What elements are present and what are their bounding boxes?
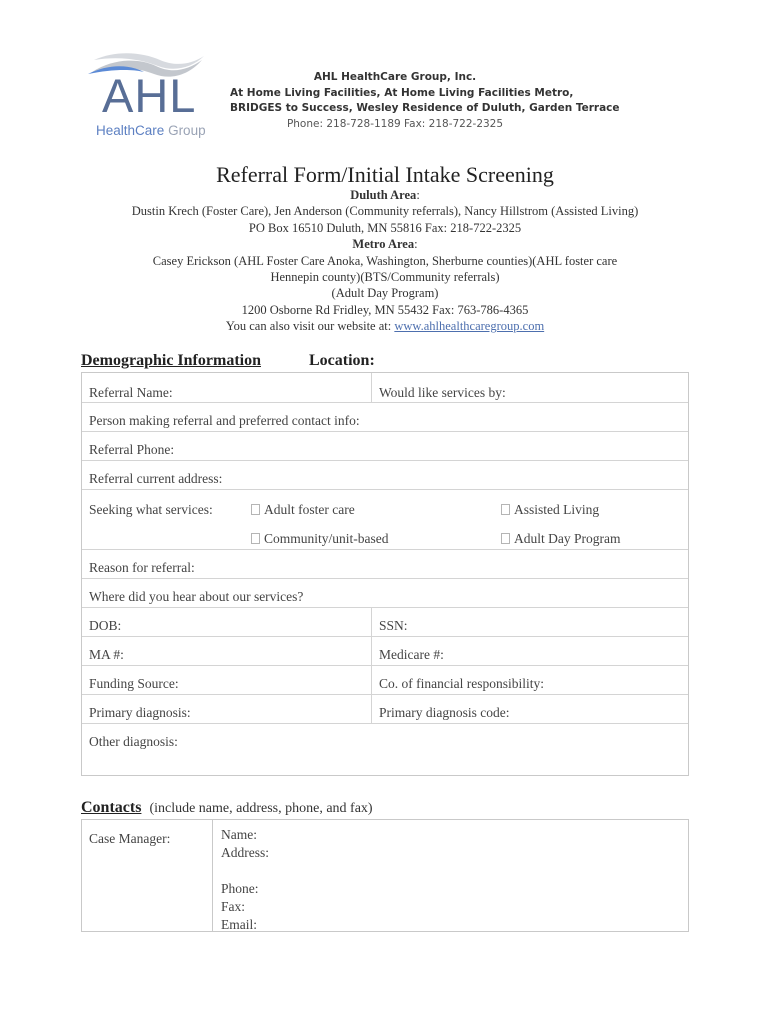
demographic-heading: Demographic Information bbox=[81, 352, 261, 369]
column-divider bbox=[371, 608, 372, 636]
metro-contacts-1: Casey Erickson (AHL Foster Care Anoka, Washington, Sherburne counties)(AHL foster care bbox=[152, 253, 618, 268]
company-facilities-2: BRIDGES to Success, Wesley Residence of Duluth, Garden Terrace bbox=[230, 102, 620, 114]
metro-heading bbox=[60, 236, 710, 252]
row-phone bbox=[82, 432, 688, 461]
logo-healthcare: HealthCare bbox=[96, 123, 165, 138]
checkbox-adult-foster-care[interactable] bbox=[251, 502, 355, 518]
column-divider bbox=[371, 637, 372, 665]
company-header bbox=[230, 70, 620, 132]
contacts-table bbox=[81, 819, 689, 932]
column-divider bbox=[371, 373, 372, 402]
contact-fax-field[interactable]: Fax: bbox=[221, 899, 246, 914]
referral-name-label[interactable]: Referral Name: bbox=[89, 385, 173, 400]
contact-address-field[interactable]: Address: bbox=[221, 845, 269, 860]
referral-phone-label[interactable]: Referral Phone: bbox=[89, 442, 175, 457]
logo-subtitle bbox=[96, 123, 206, 138]
area-contacts bbox=[60, 187, 710, 335]
checkbox-label: Assisted Living bbox=[514, 502, 600, 517]
website-line bbox=[60, 318, 710, 334]
duluth-address: PO Box 16510 Duluth, MN 55816 Fax: 218-722-2325 bbox=[248, 220, 522, 235]
seeking-services-label: Seeking what services: bbox=[89, 502, 213, 517]
checkbox-label: Adult Day Program bbox=[514, 531, 621, 546]
ma-label[interactable]: MA #: bbox=[89, 647, 124, 662]
row-funding bbox=[82, 666, 688, 695]
metro-contacts-3: (Adult Day Program) bbox=[331, 286, 439, 301]
contacts-note: (include name, address, phone, and fax) bbox=[149, 801, 373, 816]
company-name: AHL HealthCare Group, Inc. bbox=[313, 71, 477, 83]
row-person-making bbox=[82, 403, 688, 432]
column-divider bbox=[212, 820, 213, 931]
referral-address-label[interactable]: Referral current address: bbox=[89, 471, 223, 486]
company-phone: Phone: 218-728-1189 Fax: 218-722-2325 bbox=[286, 117, 504, 130]
company-logo bbox=[84, 48, 214, 148]
row-hear bbox=[82, 579, 688, 608]
checkbox-icon bbox=[501, 504, 510, 515]
column-divider bbox=[371, 666, 372, 694]
funding-label[interactable]: Funding Source: bbox=[89, 676, 179, 691]
contacts-heading: Contacts bbox=[81, 799, 142, 816]
metro-contacts-2: Hennepin county)(BTS/Community referrals) bbox=[270, 270, 500, 285]
checkbox-assisted-living[interactable] bbox=[501, 502, 599, 518]
form-title: Referral Form/Initial Intake Screening bbox=[216, 162, 554, 187]
row-primary-dx bbox=[82, 695, 688, 724]
row-address bbox=[82, 461, 688, 490]
duluth-heading bbox=[60, 187, 710, 203]
contact-name-field[interactable]: Name: bbox=[221, 827, 257, 842]
checkbox-adult-day-program[interactable] bbox=[501, 531, 620, 547]
row-ma-medicare bbox=[82, 637, 688, 666]
location-heading: Location: bbox=[309, 352, 375, 369]
duluth-heading-text: Duluth Area bbox=[350, 188, 417, 202]
services-by-label[interactable]: Would like services by: bbox=[379, 385, 506, 400]
logo-group-text: Group bbox=[168, 123, 206, 138]
primary-dx-label[interactable]: Primary diagnosis: bbox=[89, 705, 191, 720]
hear-label[interactable]: Where did you hear about our services? bbox=[89, 589, 304, 604]
checkbox-icon bbox=[251, 504, 260, 515]
person-making-label[interactable]: Person making referral and preferred contact info: bbox=[89, 413, 360, 428]
medicare-label[interactable]: Medicare #: bbox=[379, 647, 444, 662]
metro-heading-text: Metro Area bbox=[352, 237, 415, 252]
website-link[interactable]: www.ahlhealthcaregroup.com bbox=[394, 319, 545, 334]
checkbox-icon bbox=[501, 533, 510, 544]
duluth-contacts: Dustin Krech (Foster Care), Jen Anderson (Community referrals), Nancy Hillstrom (Assisted Living) bbox=[131, 204, 639, 219]
row-referral-name bbox=[82, 373, 688, 403]
checkbox-label: Adult foster care bbox=[264, 502, 355, 517]
row-other-dx bbox=[82, 724, 688, 776]
duluth-colon: : bbox=[416, 188, 420, 202]
checkbox-icon bbox=[251, 533, 260, 544]
demographic-table bbox=[81, 372, 689, 776]
co-financial-label[interactable]: Co. of financial responsibility: bbox=[379, 676, 544, 691]
logo-mark: AHL bbox=[102, 69, 197, 122]
contacts-heading-line bbox=[81, 799, 373, 817]
website-prefix: You can also visit our website at: bbox=[225, 319, 395, 334]
logo-group bbox=[164, 123, 205, 138]
dob-label[interactable]: DOB: bbox=[89, 618, 122, 633]
primary-dx-code-label[interactable]: Primary diagnosis code: bbox=[379, 705, 510, 720]
checkbox-community-unit-based[interactable] bbox=[251, 531, 389, 547]
contact-email-field[interactable]: Email: bbox=[221, 917, 257, 932]
contact-phone-field[interactable]: Phone: bbox=[221, 881, 259, 896]
column-divider bbox=[371, 695, 372, 723]
row-dob-ssn bbox=[82, 608, 688, 637]
case-manager-label: Case Manager: bbox=[89, 831, 171, 846]
ssn-label[interactable]: SSN: bbox=[379, 618, 408, 633]
row-reason bbox=[82, 550, 688, 579]
row-seeking-services bbox=[82, 490, 688, 550]
reason-label[interactable]: Reason for referral: bbox=[89, 560, 195, 575]
company-facilities-1: At Home Living Facilities, At Home Living Facilities Metro, bbox=[230, 86, 574, 99]
checkbox-label: Community/unit-based bbox=[264, 531, 389, 546]
other-dx-label[interactable]: Other diagnosis: bbox=[89, 734, 178, 749]
metro-colon: : bbox=[414, 237, 418, 252]
metro-address: 1200 Osborne Rd Fridley, MN 55432 Fax: 763-786-4365 bbox=[241, 302, 529, 317]
